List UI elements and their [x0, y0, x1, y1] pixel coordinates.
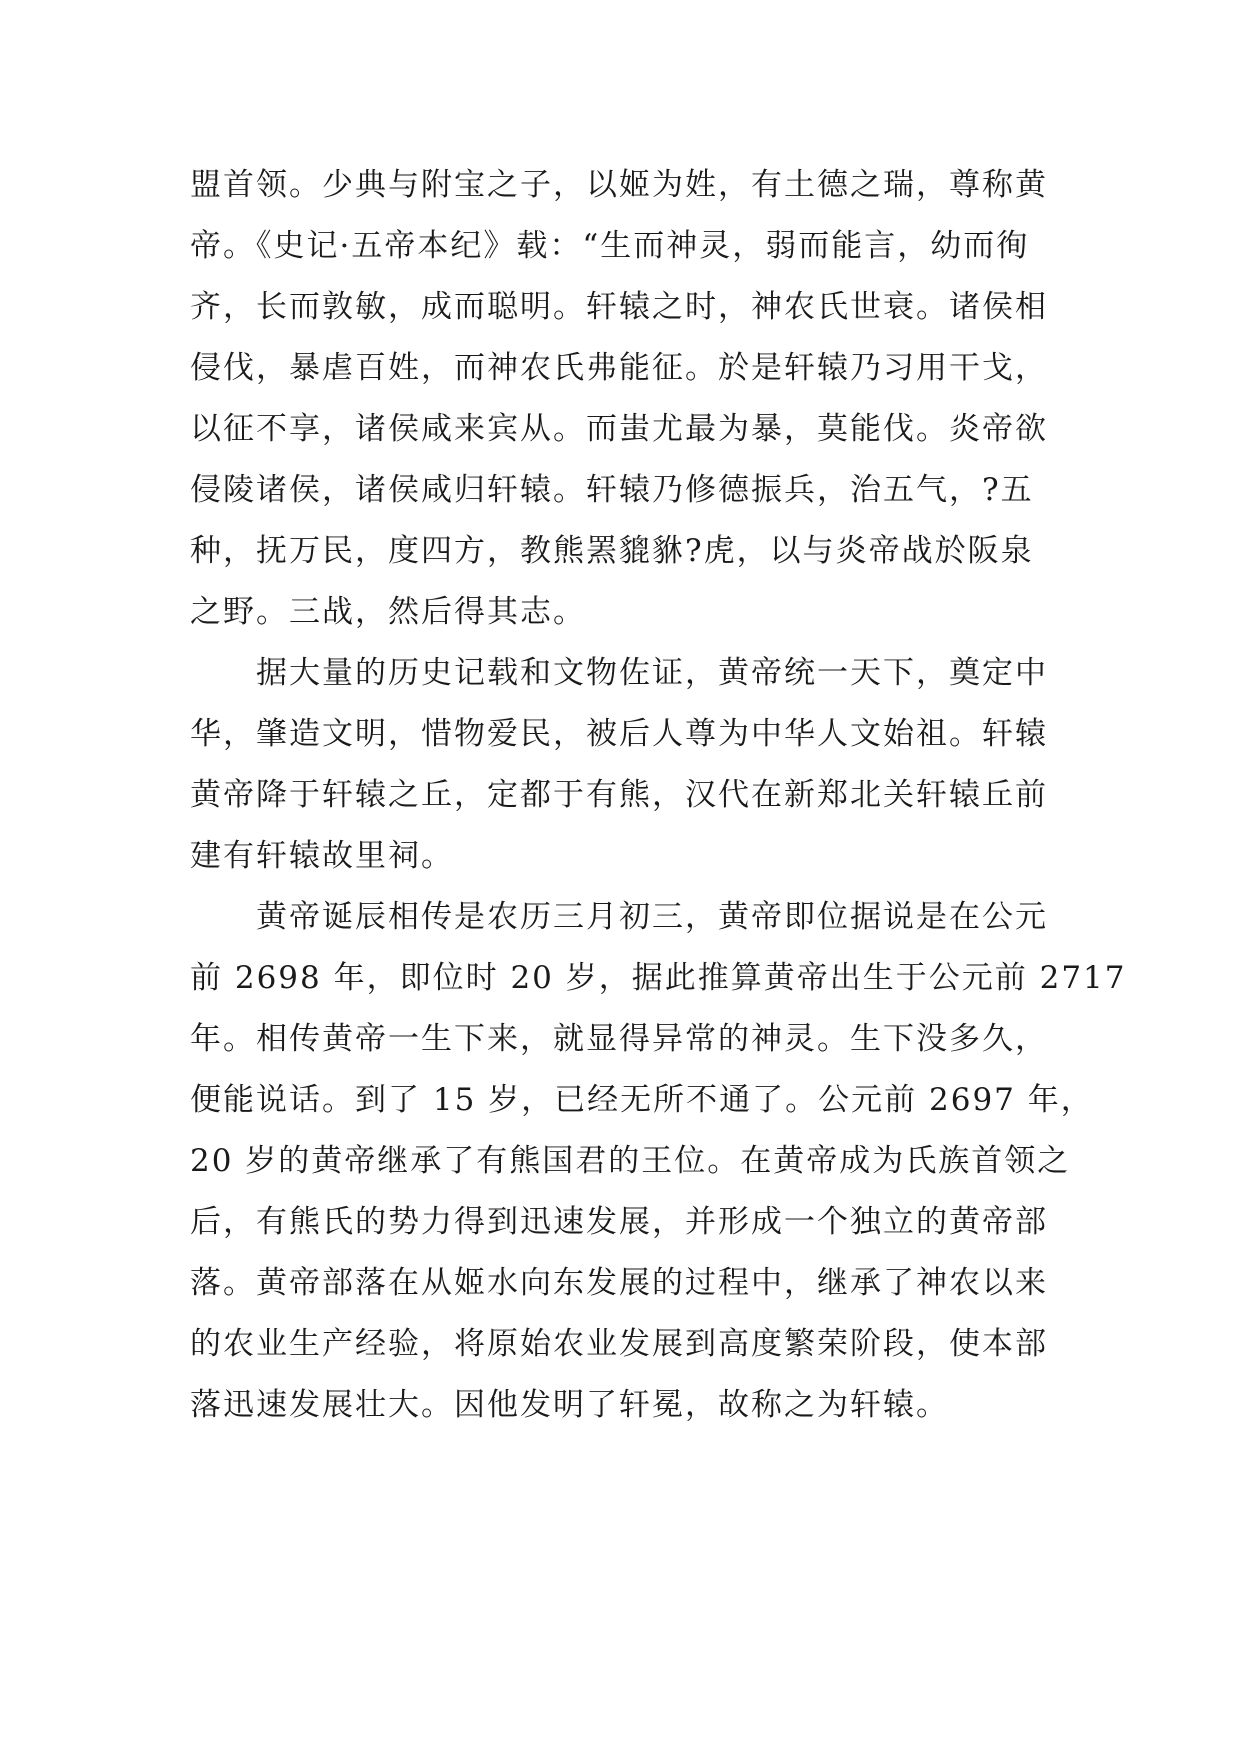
text-line: 落。黄帝部落在从姬水向东发展的过程中，继承了神农以来	[190, 1265, 1048, 1301]
text-line: 华，肇造文明，惜物爱民，被后人尊为中华人文始祖。轩辕	[190, 716, 1048, 752]
text-line: 盟首领。少典与附宝之子，以姬为姓，有土德之瑞，尊称黄	[190, 167, 1048, 203]
text-line: 齐，长而敦敏，成而聪明。轩辕之时，神农氏世衰。诸侯相	[190, 289, 1048, 325]
paragraph-3	[190, 887, 1127, 1436]
text-line: 侵伐，暴虐百姓，而神农氏弗能征。於是轩辕乃习用干戈，	[190, 350, 1048, 386]
paragraph-1	[190, 155, 1070, 643]
text-line: 便能说话。到了 15 岁，已经无所不通了。公元前 2697 年，	[190, 1082, 1094, 1118]
text-line: 20 岁的黄帝继承了有熊国君的王位。在黄帝成为氏族首领之	[190, 1143, 1071, 1179]
paragraph-2	[190, 643, 1070, 887]
text-line: 年。相传黄帝一生下来，就显得异常的神灵。生下没多久，	[190, 1021, 1048, 1057]
text-line: 建有轩辕故里祠。	[190, 838, 454, 874]
text-line: 黄帝诞辰相传是农历三月初三，黄帝即位据说是在公元	[190, 899, 1048, 935]
text-line: 之野。三战，然后得其志。	[190, 594, 586, 630]
text-line: 据大量的历史记载和文物佐证，黄帝统一天下，奠定中	[190, 655, 1048, 691]
document-body	[190, 155, 1127, 1436]
text-line: 帝。《史记·五帝本纪》载：“生而神灵，弱而能言，幼而徇	[190, 228, 1030, 264]
text-line: 以征不享，诸侯咸来宾从。而蚩尤最为暴，莫能伐。炎帝欲	[190, 411, 1048, 447]
text-line: 黄帝降于轩辕之丘，定都于有熊，汉代在新郑北关轩辕丘前	[190, 777, 1048, 813]
text-line: 的农业生产经验，将原始农业发展到高度繁荣阶段，使本部	[190, 1326, 1048, 1362]
text-line: 前 2698 年，即位时 20 岁，据此推算黄帝出生于公元前 2717	[190, 960, 1127, 996]
text-line: 种，抚万民，度四方，教熊罴貔貅?虎，以与炎帝战於阪泉	[190, 533, 1034, 569]
text-line: 侵陵诸侯，诸侯咸归轩辕。轩辕乃修德振兵，治五气，?五	[190, 472, 1034, 508]
text-line: 后，有熊氏的势力得到迅速发展，并形成一个独立的黄帝部	[190, 1204, 1048, 1240]
text-line: 落迅速发展壮大。因他发明了轩冕，故称之为轩辕。	[190, 1387, 949, 1423]
